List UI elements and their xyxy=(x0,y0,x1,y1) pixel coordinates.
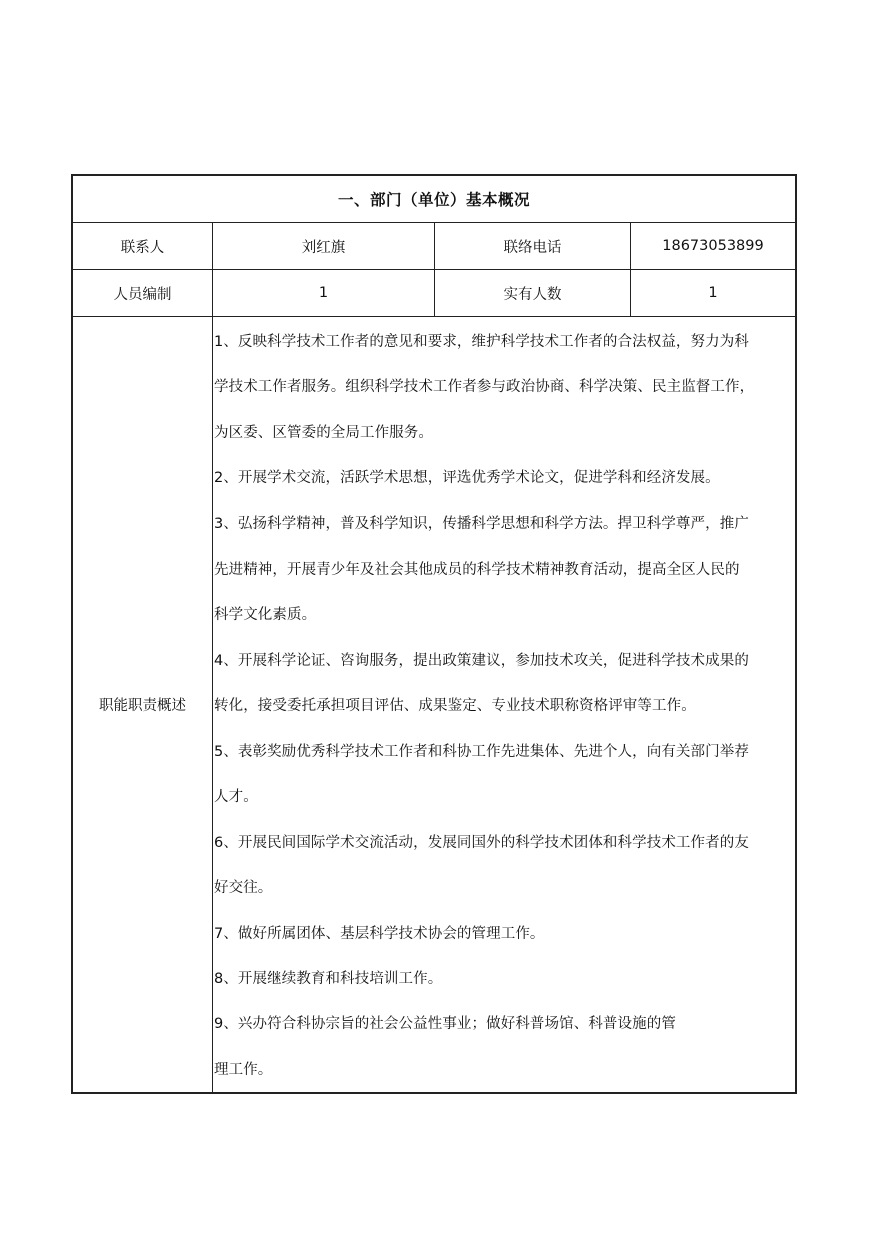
duty-line: 3、弘扬科学精神，普及科学知识，传播科学思想和科学方法。捍卫科学尊严，推广 xyxy=(214,516,749,532)
staff-quota-label: 人员编制 xyxy=(73,270,213,316)
duty-line: 先进精神，开展青少年及社会其他成员的科学技术精神教育活动，提高全区人民的 xyxy=(214,562,740,578)
overview-table xyxy=(71,174,797,1094)
duty-line: 8、开展继续教育和科技培训工作。 xyxy=(214,971,443,987)
duty-line: 学技术工作者服务。组织科学技术工作者参与政治协商、科学决策、民主监督工作， xyxy=(214,379,755,395)
duties-label: 职能职责概述 xyxy=(73,317,213,1092)
duty-line: 转化，接受委托承担项目评估、成果鉴定、专业技术职称资格评审等工作。 xyxy=(214,698,696,714)
phone-value: 18673053899 xyxy=(662,238,764,254)
duty-line: 好交往。 xyxy=(214,880,273,896)
duty-line: 2、开展学术交流，活跃学术思想，评选优秀学术论文，促进学科和经济发展。 xyxy=(214,470,720,486)
staff-actual-label: 实有人数 xyxy=(435,270,631,316)
section-title: 一、部门（单位）基本概况 xyxy=(337,191,530,209)
table-title-row xyxy=(73,176,795,223)
duty-line: 1、反映科学技术工作者的意见和要求，维护科学技术工作者的合法权益，努力为科 xyxy=(214,334,749,350)
contact-name: 刘红旗 xyxy=(213,223,435,269)
duty-line: 9、兴办符合科协宗旨的社会公益性事业；做好科普场馆、科普设施的管 xyxy=(214,1016,676,1032)
staff-row xyxy=(73,270,795,317)
duties-row xyxy=(73,317,795,1092)
duties-text xyxy=(214,317,795,1092)
contact-label: 联系人 xyxy=(73,223,213,269)
staff-actual-value: 1 xyxy=(708,285,718,301)
duty-line: 理工作。 xyxy=(214,1062,273,1078)
staff-quota-value: 1 xyxy=(213,270,435,316)
duty-line: 为区委、区管委的全局工作服务。 xyxy=(214,425,433,441)
phone-label: 联络电话 xyxy=(435,223,631,269)
duty-line: 4、开展科学论证、咨询服务，提出政策建议，参加技术攻关，促进科学技术成果的 xyxy=(214,653,749,669)
duty-line: 科学文化素质。 xyxy=(214,607,317,623)
duty-line: 6、开展民间国际学术交流活动，发展同国外的科学技术团体和科学技术工作者的友 xyxy=(214,835,749,851)
duty-line: 7、做好所属团体、基层科学技术协会的管理工作。 xyxy=(214,926,545,942)
contact-row xyxy=(73,223,795,270)
duty-line: 人才。 xyxy=(214,789,258,805)
duty-line: 5、表彰奖励优秀科学技术工作者和科协工作先进集体、先进个人，向有关部门举荐 xyxy=(214,744,749,760)
